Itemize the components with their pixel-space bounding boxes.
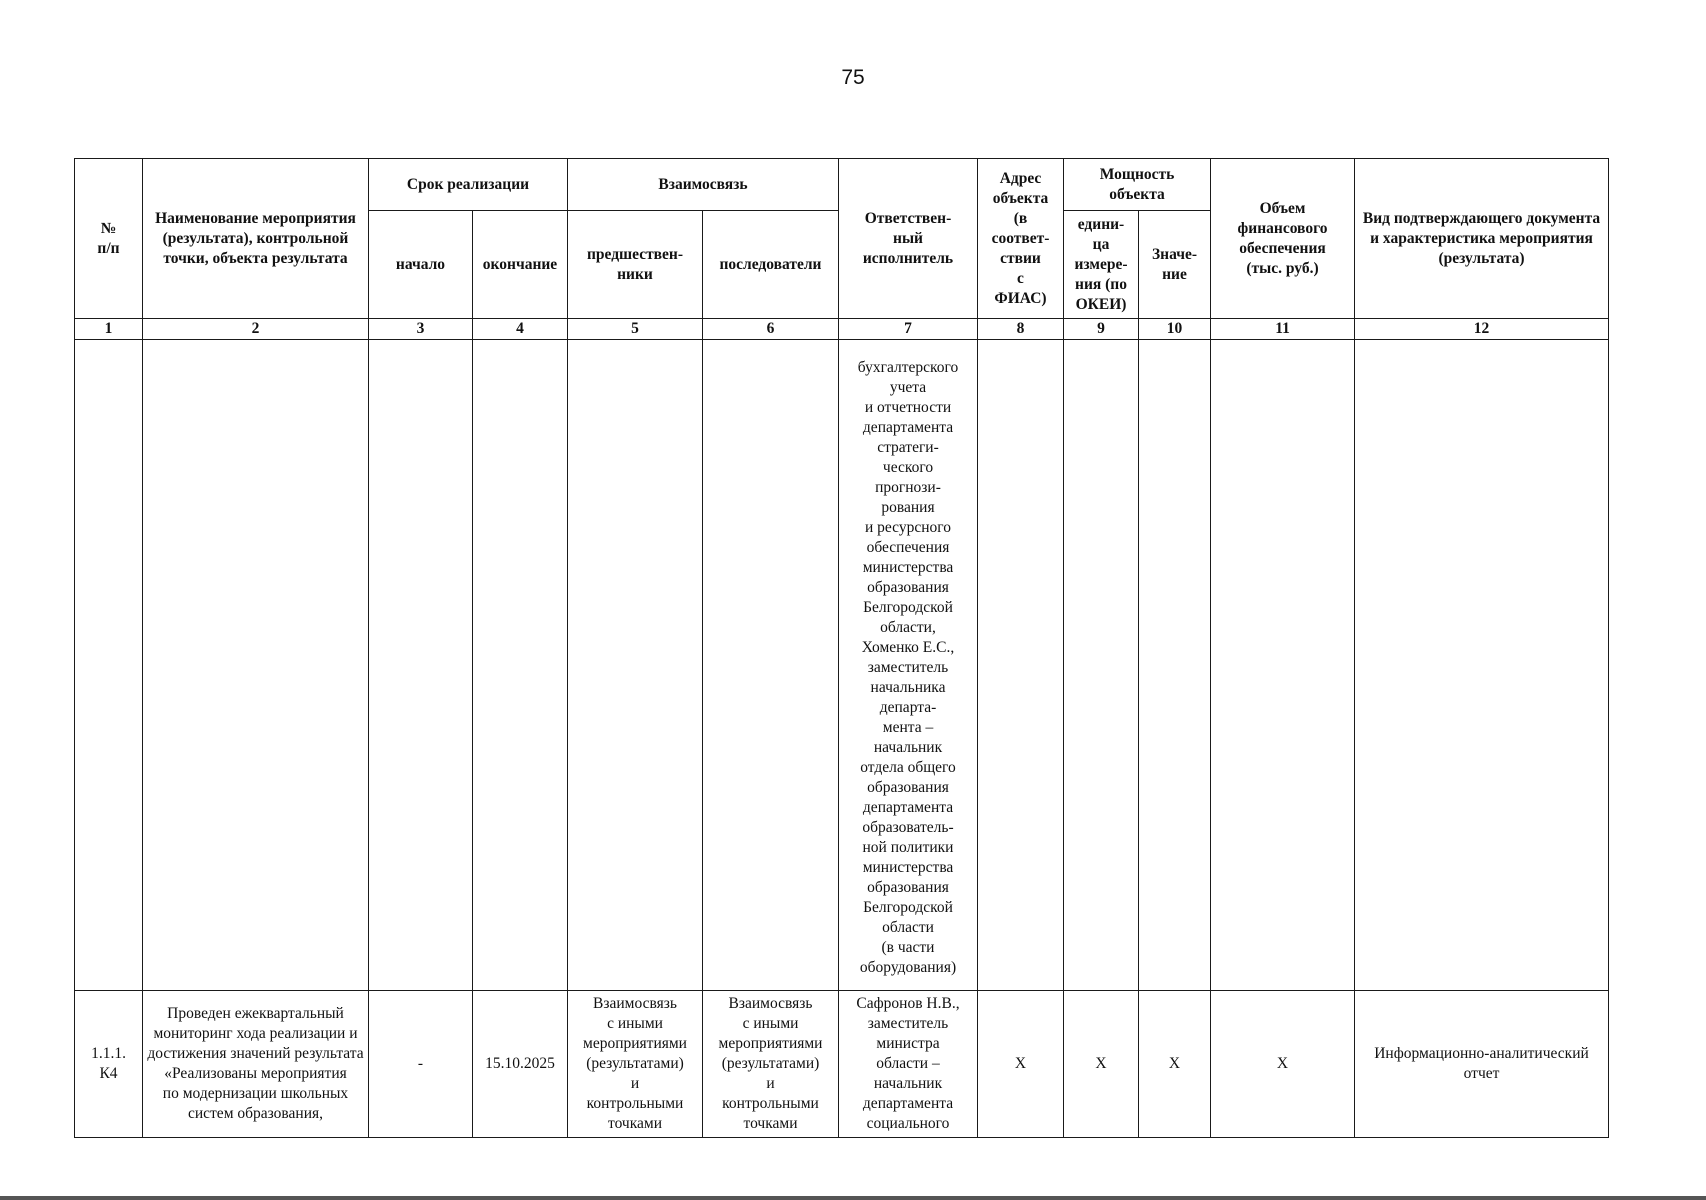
header-capacity-group: Мощность объекта — [1064, 159, 1211, 211]
column-number: 10 — [1139, 319, 1211, 340]
column-number-row — [75, 319, 1609, 340]
cell-empty — [978, 340, 1064, 991]
cell-end: 15.10.2025 — [473, 991, 568, 1138]
cell-responsible: Сафронов Н.В., заместитель министра области – начальник департамента социального — [839, 991, 978, 1138]
header-start: начало — [369, 211, 473, 319]
cell-name: Проведен ежеквартальный мониторинг хода реализации и достижения значений результата «Реализованы мероприятия по модернизации школьных систем образования, — [143, 991, 369, 1138]
page-bottom-edge — [0, 1196, 1706, 1200]
column-number: 6 — [703, 319, 839, 340]
responsible-text: бухгалтерского учета и отчетности департамента стратеги- ческого прогнози- рования и ресурсного обеспечения министерства образования Белгородской области, Хоменко Е.С., заместитель начальника департа- мента – начальник отдела общего образования департамента образователь- ной политики министерства образования Белгородской области (в части оборудования) — [857, 359, 959, 976]
cell-empty — [143, 340, 369, 991]
header-unit: едини- ца измере- ния (по ОКЕИ) — [1064, 211, 1139, 319]
cell-successors: Взаимосвязь с иными мероприятиями (результатами) и контрольными точками — [703, 991, 839, 1138]
cell-empty — [1064, 340, 1139, 991]
cell-unit: Х — [1064, 991, 1139, 1138]
header-address: Адрес объекта (в соответ- ствии с ФИАС) — [978, 159, 1064, 319]
page-number: 75 — [841, 66, 865, 89]
cell-empty — [369, 340, 473, 991]
column-number: 12 — [1355, 319, 1609, 340]
cell-finance: Х — [1211, 991, 1355, 1138]
cell-predecessors: Взаимосвязь с иными мероприятиями (результатами) и контрольными точками — [568, 991, 703, 1138]
cell-empty — [1139, 340, 1211, 991]
column-number: 7 — [839, 319, 978, 340]
header-end: окончание — [473, 211, 568, 319]
header-no: № п/п — [75, 159, 143, 319]
activity-plan-table — [74, 158, 1609, 1138]
column-number: 8 — [978, 319, 1064, 340]
cell-start: - — [369, 991, 473, 1138]
table-row — [75, 991, 1609, 1138]
header-responsible: Ответствен- ный исполнитель — [839, 159, 978, 319]
cell-responsible-continued — [839, 340, 978, 991]
cell-empty — [568, 340, 703, 991]
cell-empty — [1355, 340, 1609, 991]
column-number: 5 — [568, 319, 703, 340]
column-number: 3 — [369, 319, 473, 340]
column-number: 4 — [473, 319, 568, 340]
header-name: Наименование мероприятия (результата), контрольной точки, объекта результата — [143, 159, 369, 319]
header-successors: последователи — [703, 211, 839, 319]
cell-empty — [703, 340, 839, 991]
cell-empty — [473, 340, 568, 991]
cell-empty — [75, 340, 143, 991]
cell-no: 1.1.1. К4 — [75, 991, 143, 1138]
header-document: Вид подтверждающего документа и характеристика мероприятия (результата) — [1355, 159, 1609, 319]
column-number: 2 — [143, 319, 369, 340]
header-value: Значе- ние — [1139, 211, 1211, 319]
header-link-group: Взаимосвязь — [568, 159, 839, 211]
column-number: 11 — [1211, 319, 1355, 340]
header-finance: Объем финансового обеспечения (тыс. руб.) — [1211, 159, 1355, 319]
table-row-continuation — [75, 340, 1609, 991]
header-row-groups — [75, 159, 1609, 211]
cell-document: Информационно-аналитический отчет — [1355, 991, 1609, 1138]
cell-empty — [1211, 340, 1355, 991]
cell-value: Х — [1139, 991, 1211, 1138]
header-term-group: Срок реализации — [369, 159, 568, 211]
header-predecessors: предшествен- ники — [568, 211, 703, 319]
column-number: 1 — [75, 319, 143, 340]
column-number: 9 — [1064, 319, 1139, 340]
cell-address: Х — [978, 991, 1064, 1138]
